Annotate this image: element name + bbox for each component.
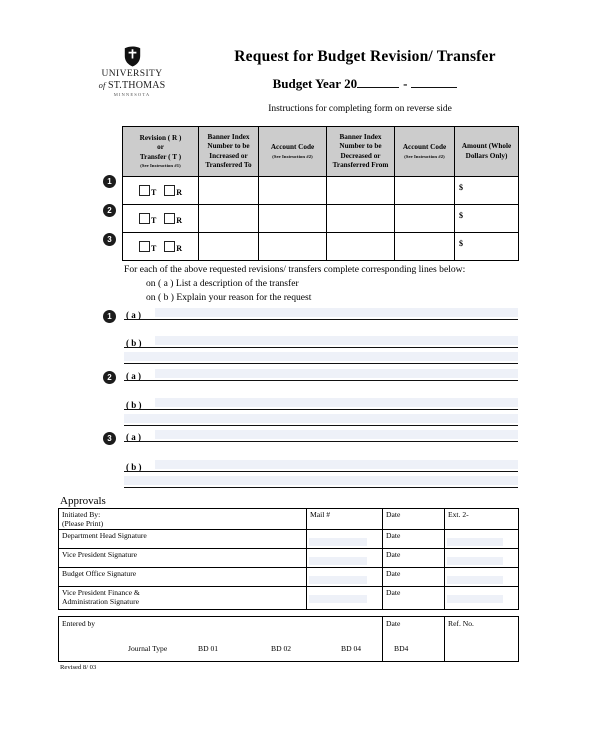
row-2-account-code-to-field[interactable] xyxy=(259,205,327,233)
instruction-line-2: on ( a ) List a description of the transfer xyxy=(146,277,299,289)
row-3-account-code-to-field[interactable] xyxy=(259,233,327,261)
entered-by-table xyxy=(58,616,519,662)
row-3-amount-field[interactable] xyxy=(455,233,519,261)
budget-office-extra-cell[interactable] xyxy=(307,568,383,587)
row-2-index-from-field[interactable] xyxy=(327,205,395,233)
date-label: Date xyxy=(386,510,401,519)
vp-finance-signature-cell[interactable] xyxy=(59,587,307,610)
th2-line-1: Banner Index xyxy=(207,132,250,141)
row-2-transfer-label: T xyxy=(150,215,157,225)
group-1-b-rule-1 xyxy=(124,347,518,348)
th-banner-index-to xyxy=(199,127,259,177)
table-row xyxy=(123,205,519,233)
group-1-b-label: ( b ) xyxy=(126,338,142,348)
budget-year-dash: - xyxy=(403,76,408,91)
please-print-label: (Please Print) xyxy=(62,519,104,528)
journal-type-label: Journal Type xyxy=(128,644,168,653)
group-2-a-field[interactable] xyxy=(155,369,518,378)
dept-head-signature-cell[interactable] xyxy=(59,530,307,549)
vp-finance-date-label: Date xyxy=(386,588,401,597)
row-2-revision-checkbox[interactable] xyxy=(164,213,175,224)
line-group-badge-2: 2 xyxy=(103,371,116,384)
row-2-revision-label: R xyxy=(176,215,183,225)
dept-head-signature-field[interactable] xyxy=(309,538,367,546)
th6-line-2: Dollars Only) xyxy=(465,151,508,160)
group-1-a-field[interactable] xyxy=(155,308,518,317)
vp-date-cell[interactable] xyxy=(383,549,445,568)
row-3-revision-checkbox[interactable] xyxy=(164,241,175,252)
th-sub-5: (See Instruction #2) xyxy=(404,153,445,159)
row-3-account-code-from-field[interactable] xyxy=(395,233,455,261)
th-sub-3: (See Instruction #2) xyxy=(272,153,313,159)
row-2-type-cell xyxy=(123,205,199,233)
entered-by-row xyxy=(59,617,519,662)
approvals-table xyxy=(58,508,519,610)
dept-head-extra-cell[interactable] xyxy=(307,530,383,549)
code-bd01[interactable]: BD 01 xyxy=(198,644,219,653)
vp-label: Vice President Signature xyxy=(62,550,138,559)
th-line-3: Transfer ( T ) xyxy=(139,152,182,161)
entered-ref-cell[interactable] xyxy=(445,617,519,662)
group-2-a-rule xyxy=(124,380,518,381)
currency-symbol: $ xyxy=(459,239,463,248)
th-account-code-to xyxy=(259,127,327,177)
budget-office-date-field-cell[interactable] xyxy=(445,568,519,587)
th2-line-2: Number to be xyxy=(207,142,250,150)
group-3-b-field-1[interactable] xyxy=(155,460,518,469)
budget-office-signature-field[interactable] xyxy=(309,576,367,584)
vp-signature-field[interactable] xyxy=(309,557,367,565)
approvals-row-initiated xyxy=(59,509,519,530)
vp-signature-cell[interactable] xyxy=(59,549,307,568)
vp-extra-cell[interactable] xyxy=(307,549,383,568)
logo-stthomas-text xyxy=(86,81,178,91)
table-header-row xyxy=(123,127,519,177)
university-logo xyxy=(86,46,178,97)
th6-line-1: Amount (Whole xyxy=(461,142,512,150)
mail-number-cell[interactable] xyxy=(307,509,383,530)
th-amount xyxy=(455,127,519,177)
table-row xyxy=(123,177,519,205)
initiated-by-cell[interactable] xyxy=(59,509,307,530)
line-group-badge-1: 1 xyxy=(103,310,116,323)
line-group-badge-3: 3 xyxy=(103,432,116,445)
row-1-transfer-checkbox[interactable] xyxy=(139,185,150,196)
budget-office-signature-cell[interactable] xyxy=(59,568,307,587)
group-3-b-rule-1 xyxy=(124,471,518,472)
code-bd04[interactable]: BD 04 xyxy=(341,644,362,653)
row-3-index-to-field[interactable] xyxy=(199,233,259,261)
row-2-account-code-from-field[interactable] xyxy=(395,205,455,233)
vp-finance-date-field-cell[interactable] xyxy=(445,587,519,610)
group-2-b-field-2[interactable] xyxy=(124,414,518,423)
instructions-note: Instructions for completing form on reverse side xyxy=(268,104,452,114)
group-2-b-field-1[interactable] xyxy=(155,398,518,407)
group-3-a-field[interactable] xyxy=(155,430,518,439)
code-bd4[interactable]: BD4 xyxy=(394,644,409,653)
approvals-row-dept-head xyxy=(59,530,519,549)
logo-of-text: of xyxy=(98,79,108,90)
group-2-a-label: ( a ) xyxy=(126,371,141,381)
budget-office-date-cell[interactable] xyxy=(383,568,445,587)
group-3-a-label: ( a ) xyxy=(126,432,141,442)
budget-year-start-field[interactable] xyxy=(357,87,399,88)
group-1-b-field-2[interactable] xyxy=(124,352,518,361)
row-3-revision-label: R xyxy=(176,243,183,253)
row-1-index-to-field[interactable] xyxy=(199,177,259,205)
th-sub-1: (See Instruction #1) xyxy=(140,163,181,169)
row-1-account-code-to-field[interactable] xyxy=(259,177,327,205)
th3-line-1: Account Code xyxy=(270,143,315,152)
entered-by-table-wrap xyxy=(58,616,518,662)
th4-line-3: Decreased or xyxy=(340,151,381,160)
entered-by-cell[interactable] xyxy=(59,617,383,662)
group-1-a-rule xyxy=(124,319,518,320)
vp-date-field[interactable] xyxy=(447,557,503,565)
approvals-heading: Approvals xyxy=(60,495,106,507)
group-3-b-label: ( b ) xyxy=(126,462,142,472)
row-1-revision-label: R xyxy=(176,187,183,197)
th4-line-1: Banner Index xyxy=(339,132,382,141)
entered-ref-label: Ref. No. xyxy=(448,619,474,628)
row-number-badge-1: 1 xyxy=(103,175,116,188)
row-number-badge-3: 3 xyxy=(103,233,116,246)
dept-head-label: Department Head Signature xyxy=(62,531,147,540)
initiated-by-label: Initiated By: xyxy=(62,510,101,519)
approvals-table-wrap xyxy=(58,508,518,610)
budget-office-label: Budget Office Signature xyxy=(62,569,137,578)
dept-head-date-field-cell[interactable] xyxy=(445,530,519,549)
row-1-revision-checkbox[interactable] xyxy=(164,185,175,196)
th4-line-4: Transferred From xyxy=(332,161,389,169)
row-1-account-code-from-field[interactable] xyxy=(395,177,455,205)
th-revision-transfer xyxy=(123,127,199,177)
logo-state-text: MINNESOTA xyxy=(113,91,151,97)
dept-head-date-label: Date xyxy=(386,531,401,540)
instruction-paragraph xyxy=(124,263,465,305)
row-3-transfer-checkbox[interactable] xyxy=(139,241,150,252)
approvals-row-vp xyxy=(59,549,519,568)
instruction-line-1: For each of the above requested revisions/ transfers complete corresponding lines below: xyxy=(124,264,466,275)
row-3-transfer-label: T xyxy=(150,243,157,253)
entered-by-label: Entered by xyxy=(62,619,96,628)
group-3-b-field-2[interactable] xyxy=(124,476,518,485)
vp-finance-label: Vice President Finance & xyxy=(62,588,140,597)
ext-cell[interactable] xyxy=(445,509,519,530)
row-3-type-cell xyxy=(123,233,199,261)
revised-date: Revised 8/ 03 xyxy=(60,664,97,671)
row-number-badge-2: 2 xyxy=(103,204,116,217)
th-banner-index-from xyxy=(327,127,395,177)
group-2-b-label: ( b ) xyxy=(126,400,142,410)
vp-finance-date-field[interactable] xyxy=(447,595,503,603)
shield-icon xyxy=(124,46,141,67)
row-1-index-from-field[interactable] xyxy=(327,177,395,205)
dept-head-date-field[interactable] xyxy=(447,538,503,546)
currency-symbol: $ xyxy=(459,211,463,220)
row-2-index-to-field[interactable] xyxy=(199,205,259,233)
vp-finance-extra-cell[interactable] xyxy=(307,587,383,610)
form-header xyxy=(0,0,600,122)
logo-university-text: UNIVERSITY xyxy=(101,69,163,79)
row-1-type-cell xyxy=(123,177,199,205)
vp-date-field-cell[interactable] xyxy=(445,549,519,568)
row-1-transfer-label: T xyxy=(150,187,157,197)
th-account-code-from xyxy=(395,127,455,177)
budget-office-date-field[interactable] xyxy=(447,576,503,584)
initiated-date-cell[interactable] xyxy=(383,509,445,530)
budget-year-line xyxy=(200,76,530,92)
th-line-1: Revision ( R ) xyxy=(139,133,182,142)
vp-finance-date-cell[interactable] xyxy=(383,587,445,610)
th-line-2: or xyxy=(157,143,164,152)
ext-label: Ext. 2- xyxy=(448,510,469,519)
code-bd02[interactable]: BD 02 xyxy=(271,644,292,653)
table-row xyxy=(123,233,519,261)
row-2-amount-field[interactable] xyxy=(455,205,519,233)
approvals-row-budget-office xyxy=(59,568,519,587)
vp-finance-label-2: Administration Signature xyxy=(62,597,139,606)
group-2-b-rule-2 xyxy=(124,425,518,426)
group-1-a-label: ( a ) xyxy=(126,310,141,320)
budget-year-end-field[interactable] xyxy=(411,87,457,88)
th2-line-4: Transferred To xyxy=(205,161,252,169)
th5-line-1: Account Code xyxy=(402,143,447,152)
th2-line-3: Increased or xyxy=(209,151,248,160)
group-3-b-rule-2 xyxy=(124,487,518,488)
vp-finance-signature-field[interactable] xyxy=(309,595,367,603)
th4-line-2: Number to be xyxy=(339,142,382,150)
currency-symbol: $ xyxy=(459,183,463,192)
group-3-a-rule xyxy=(124,441,518,442)
row-3-index-from-field[interactable] xyxy=(327,233,395,261)
group-1-b-field-1[interactable] xyxy=(155,336,518,345)
page-title: Request for Budget Revision/ Transfer xyxy=(234,48,496,65)
budget-lines-table-wrap xyxy=(122,126,518,261)
vp-date-label: Date xyxy=(386,550,401,559)
approvals-row-vp-finance xyxy=(59,587,519,610)
row-2-transfer-checkbox[interactable] xyxy=(139,213,150,224)
logo-thomas-text: ST.THOMAS xyxy=(107,79,166,91)
budget-lines-table xyxy=(122,126,519,261)
group-2-b-rule-1 xyxy=(124,409,518,410)
dept-head-date-cell[interactable] xyxy=(383,530,445,549)
row-1-amount-field[interactable] xyxy=(455,177,519,205)
entered-date-label: Date xyxy=(386,619,401,628)
budget-office-date-label: Date xyxy=(386,569,401,578)
group-1-b-rule-2 xyxy=(124,363,518,364)
entered-date-cell[interactable] xyxy=(383,617,445,662)
budget-year-label: Budget Year 20 xyxy=(272,76,358,91)
instruction-line-3: on ( b ) Explain your reason for the request xyxy=(146,291,312,303)
mail-number-label: Mail # xyxy=(310,510,331,519)
